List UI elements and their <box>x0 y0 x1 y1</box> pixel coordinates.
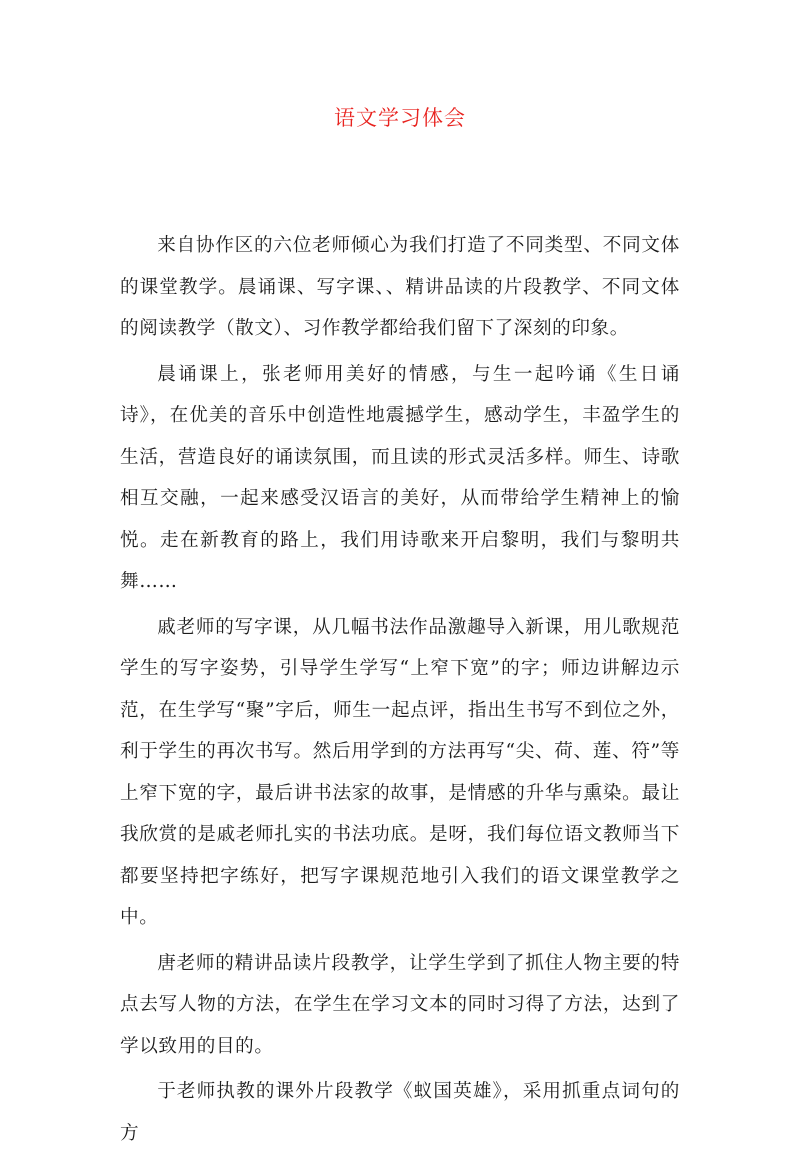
document-body <box>120 225 680 1158</box>
paragraph-3: 戚老师的写字课，从几幅书法作品激趣导入新课，用儿歌规范学生的写字姿势，引导学生学写“上窄下宽”的字；师边讲解边示范，在生学写“聚”字后，师生一起点评，指出生书写不到位之外，利于学生的再次书写。然后用学到的方法再写“尖、荷、莲、符”等上窄下宽的字，最后讲书法家的故事，是情感的升华与熏染。最让我欣赏的是戚老师扎实的书法功底。是呀，我们每位语文教师当下都要坚持把字练好，把写字课规范地引入我们的语文课堂教学之中。 <box>120 616 680 928</box>
paragraph-1: 来自协作区的六位老师倾心为我们打造了不同类型、不同文体的课堂教学。晨诵课、写字课、、精讲品读的片段教学、不同文体的阅读教学（散文）、习作教学都给我们留下了深刻的印象。 <box>120 235 680 339</box>
paragraph-4: 唐老师的精讲品读片段教学，让学生学到了抓住人物主要的特点去写人物的方法，在学生在学习文本的同时习得了方法，达到了学以致用的目的。 <box>120 952 680 1057</box>
document-title: 语文学习体会 <box>334 106 466 130</box>
paragraph-5: 于老师执教的课外片段教学《蚁国英雄》，采用抓重点词句的方 <box>120 1081 680 1144</box>
paragraph-2: 晨诵课上，张老师用美好的情感，与生一起吟诵《生日诵诗》，在优美的音乐中创造性地震撼学生，感动学生，丰盈学生的生活，营造良好的诵读氛围，而且读的形式灵活多样。师生、诗歌相互交融，一起来感受汉语言的美好，从而带给学生精神上的愉悦。走在新教育的路上，我们用诗歌来开启黎明，我们与黎明共舞…… <box>120 363 680 592</box>
